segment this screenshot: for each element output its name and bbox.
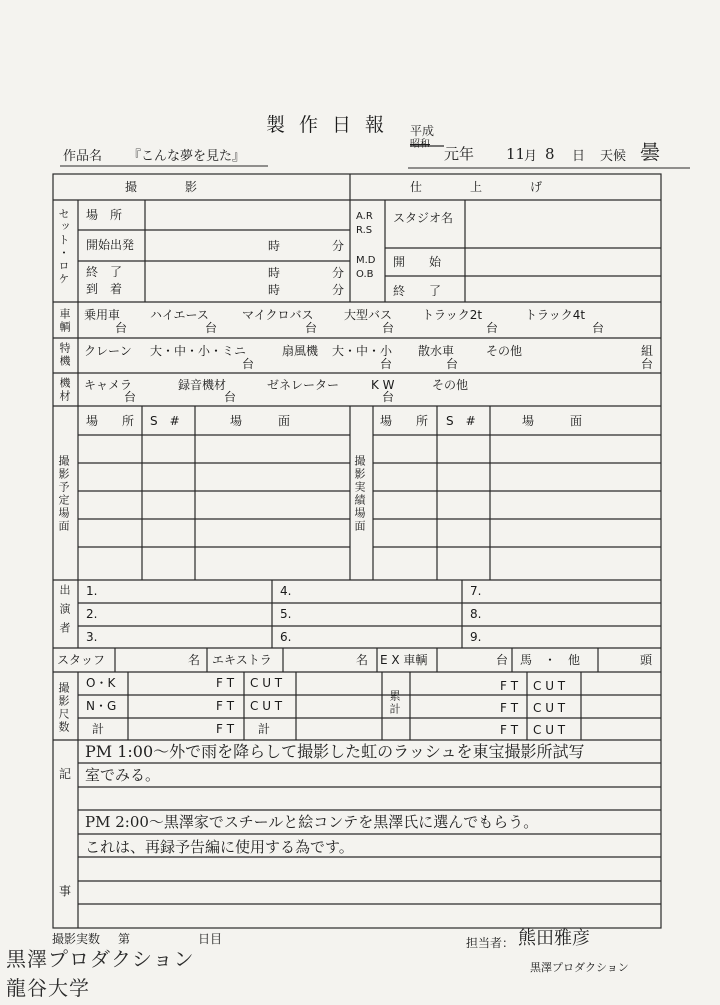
- depart-hour-unit: 時: [268, 239, 281, 253]
- cum-ft-2: F T: [500, 701, 519, 715]
- cast-5: 5.: [280, 607, 292, 621]
- set-arrive-label: 到 着: [86, 282, 123, 296]
- equip-sound: 録音機材: [178, 378, 227, 392]
- equip-other: その他: [432, 378, 469, 392]
- cast-8: 8.: [470, 607, 482, 621]
- horse-unit: 頭: [640, 653, 653, 667]
- actual-place-header: 場 所: [380, 414, 429, 428]
- ex-vehicle-unit: 台: [496, 653, 509, 667]
- arrive-hour-unit: 時: [268, 283, 281, 297]
- ar-label: A.R: [356, 211, 373, 222]
- company-name: 黒澤プロダクション: [530, 961, 629, 974]
- work-label: 作品名: [63, 149, 103, 164]
- depart-minute-unit: 分: [332, 239, 345, 253]
- actual-scene-header: 場 面: [522, 414, 583, 428]
- plan-place-header: 場 所: [86, 414, 135, 428]
- equip-unit-1: 台: [124, 390, 137, 404]
- rs-label: R.S: [356, 225, 373, 236]
- sprinkler-unit: 台: [446, 357, 459, 371]
- set-depart-label: 開始出発: [86, 238, 135, 252]
- set-end-label: 終 了: [86, 265, 123, 279]
- film-total-total: 計: [258, 722, 271, 736]
- watermark-line-2: 龍谷大学: [6, 976, 90, 1000]
- special-set-unit: 組: [641, 344, 654, 358]
- equip-unit-2: 台: [224, 390, 237, 404]
- film-total-label: 計: [92, 722, 105, 736]
- special-side-label: 特機: [58, 342, 71, 368]
- count-suffix: 日目: [198, 932, 223, 946]
- scenes-actual-side-label: 撮影実績場面: [353, 455, 366, 533]
- sprinkler-label: 散水車: [418, 344, 455, 358]
- plan-sno-header: S #: [150, 414, 180, 428]
- manager-name: 熊田雅彦: [518, 928, 590, 949]
- scenes-plan-side-label: 撮影予定場面: [57, 455, 70, 533]
- crane-unit: 台: [242, 357, 255, 371]
- vehicle-unit-1: 台: [115, 321, 128, 335]
- vehicle-bus: 大型バス: [344, 308, 393, 322]
- weather-value: 曇: [640, 140, 660, 164]
- vehicle-unit-4: 台: [382, 321, 395, 335]
- film-side-label: 撮影尺数: [57, 682, 70, 734]
- arrive-minute-unit: 分: [332, 283, 345, 297]
- cum-cut-3: C U T: [533, 723, 566, 737]
- fan-label: 扇風機: [282, 344, 319, 358]
- year-value: 元年: [444, 145, 475, 163]
- vehicle-unit-2: 台: [205, 321, 218, 335]
- plan-scene-header: 場 面: [230, 414, 291, 428]
- finish-time-label: 終 了: [393, 284, 442, 298]
- month-unit: 月: [524, 149, 538, 164]
- vehicle-unit-6: 台: [592, 321, 605, 335]
- staff-persons-unit: 名: [188, 653, 201, 667]
- actual-sno-header: S #: [446, 414, 476, 428]
- set-place-label: 場 所: [86, 208, 123, 222]
- watermark-line-1: 黒澤プロダクション: [6, 947, 195, 971]
- special-other-unit: 台: [641, 357, 654, 371]
- studio-label: スタジオ名: [393, 211, 454, 225]
- horse-label: 馬 ・ 他: [520, 653, 581, 667]
- era-handwritten: 平成: [410, 124, 435, 138]
- month-value: 11: [506, 145, 526, 163]
- era-struck: 昭和: [410, 139, 430, 150]
- equipment-side-label: 機材: [58, 377, 71, 403]
- staff-label: スタッフ: [57, 653, 106, 667]
- film-ok-cut: C U T: [250, 676, 283, 690]
- film-ok-ft: F T: [216, 676, 235, 690]
- count-prefix: 第: [118, 932, 131, 946]
- cast-6: 6.: [280, 630, 292, 644]
- work-title: 『こんな夢を見た』: [128, 149, 246, 164]
- film-cumulative-label: 累計: [388, 690, 401, 716]
- count-label: 撮影実数: [52, 932, 101, 946]
- equip-camera: キャメラ: [84, 378, 133, 392]
- vehicle-car: 乗用車: [84, 308, 121, 322]
- special-other-label: その他: [486, 344, 523, 358]
- cast-7: 7.: [470, 584, 482, 598]
- equip-generator: ゼネレーター: [267, 378, 340, 392]
- cum-ft-1: F T: [500, 679, 519, 693]
- vehicle-truck4t: トラック4t: [525, 308, 586, 322]
- vehicle-truck2t: トラック2t: [422, 308, 483, 322]
- cum-ft-3: F T: [500, 723, 519, 737]
- cast-9: 9.: [470, 630, 482, 644]
- start-label: 開 始: [393, 255, 442, 269]
- vehicles-side-label: 車輌: [58, 308, 71, 334]
- notes-side-bottom: 事: [59, 884, 72, 898]
- end-minute-unit: 分: [332, 266, 345, 280]
- fan-unit: 台: [380, 357, 393, 371]
- equip-unit-3: 台: [382, 390, 395, 404]
- cast-3: 3.: [86, 630, 98, 644]
- film-ng-label: N・G: [86, 699, 117, 713]
- page-title: 製作日報: [266, 114, 399, 136]
- extra-persons-unit: 名: [356, 653, 369, 667]
- film-total-ft: F T: [216, 722, 235, 736]
- cum-cut-1: C U T: [533, 679, 566, 693]
- end-hour-unit: 時: [268, 266, 281, 280]
- vehicle-unit-3: 台: [305, 321, 318, 335]
- vehicle-unit-5: 台: [486, 321, 499, 335]
- note-line-4: これは、再録予告編に使用する為です。: [85, 838, 354, 856]
- vehicle-microbus: マイクロバス: [242, 308, 314, 322]
- film-ok-label: O・K: [86, 676, 116, 690]
- note-line-1: PM 1:00～外で雨を降らして撮影した虹のラッシュを東宝撮影所試写: [85, 742, 585, 761]
- set-side-label: セット・ロケ: [57, 208, 70, 286]
- ob-label: O.B: [356, 269, 374, 280]
- film-ng-cut: C U T: [250, 699, 283, 713]
- ex-vehicle-label: E X 車輌: [380, 653, 428, 667]
- crane-label: クレーン: [84, 344, 132, 358]
- cast-side-label: 出演者: [58, 584, 71, 641]
- day-unit: 日: [572, 149, 586, 164]
- cast-2: 2.: [86, 607, 98, 621]
- cast-4: 4.: [280, 584, 292, 598]
- day-value: 8: [545, 145, 555, 163]
- note-line-2: 室でみる。: [85, 766, 161, 784]
- equip-kw: K W: [371, 378, 395, 392]
- vehicle-hiace: ハイエース: [150, 308, 209, 322]
- extra-label: エキストラ: [212, 653, 272, 667]
- section-finish: 仕 上 げ: [410, 180, 543, 194]
- weather-label: 天候: [600, 149, 627, 164]
- cast-1: 1.: [86, 584, 98, 598]
- film-ng-ft: F T: [216, 699, 235, 713]
- cum-cut-2: C U T: [533, 701, 566, 715]
- note-line-3: PM 2:00～黒澤家でスチールと絵コンテを黒澤氏に選んでもらう。: [85, 813, 539, 831]
- fan-sizes: 大・中・小: [332, 344, 393, 358]
- md-label: M.D: [356, 255, 376, 266]
- section-shoot: 撮 影: [125, 180, 198, 194]
- manager-label: 担当者：: [466, 936, 515, 950]
- notes-side-top: 記: [59, 767, 72, 781]
- crane-sizes: 大・中・小・ミニ: [150, 344, 247, 358]
